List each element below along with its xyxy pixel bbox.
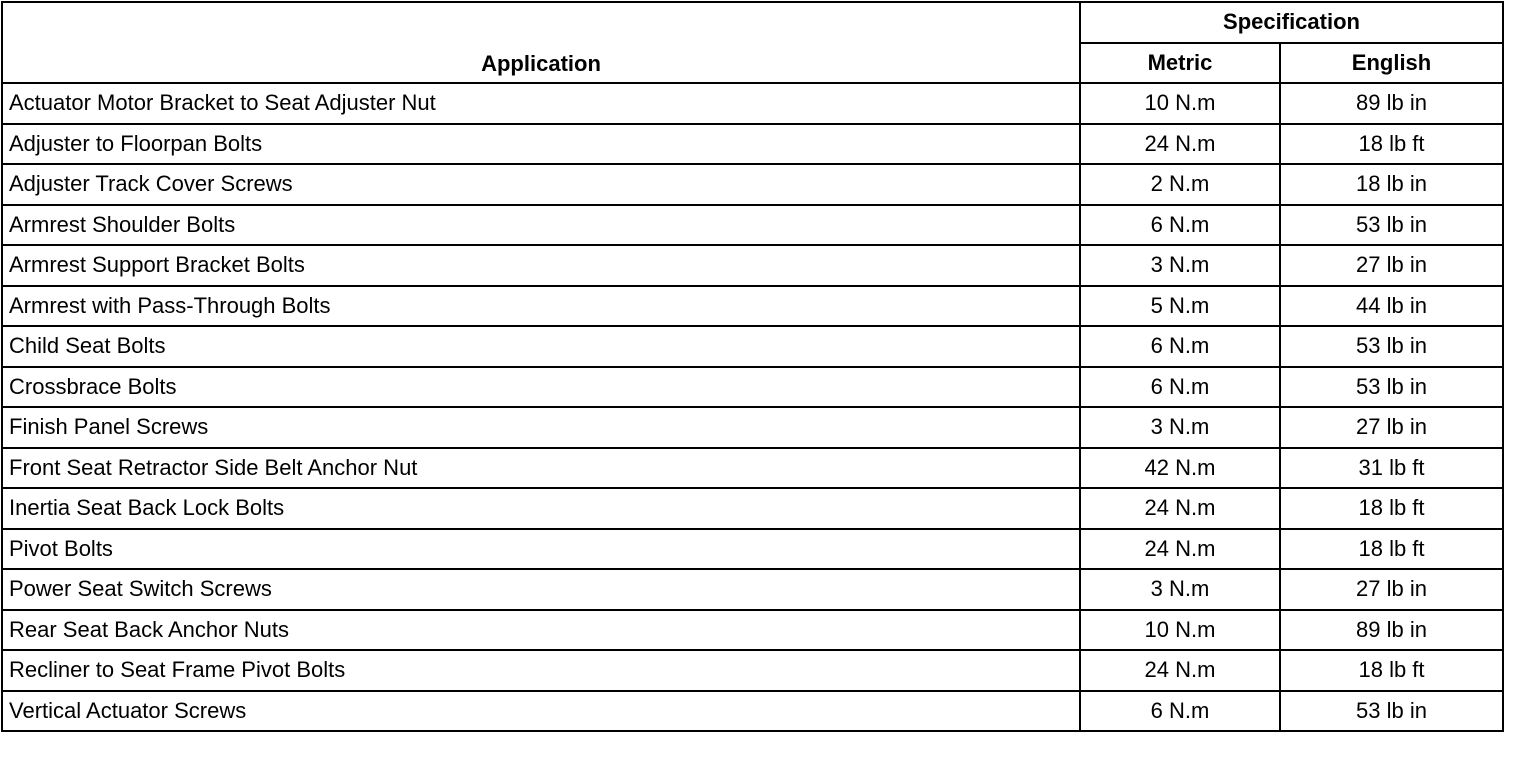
metric-value-cell: 3 N.m	[1080, 407, 1280, 448]
application-column-header: Application	[2, 2, 1080, 83]
english-value-cell: 44 lb in	[1280, 286, 1503, 327]
english-value-cell: 89 lb in	[1280, 83, 1503, 124]
table-row	[2, 610, 1503, 651]
table-row	[2, 124, 1503, 165]
application-cell: Front Seat Retractor Side Belt Anchor Nut	[2, 448, 1080, 489]
table-row	[2, 245, 1503, 286]
application-cell: Power Seat Switch Screws	[2, 569, 1080, 610]
metric-value-cell: 10 N.m	[1080, 83, 1280, 124]
english-value-cell: 18 lb ft	[1280, 529, 1503, 570]
table-header	[2, 2, 1503, 83]
metric-column-header: Metric	[1080, 43, 1280, 84]
application-cell: Finish Panel Screws	[2, 407, 1080, 448]
table-row	[2, 367, 1503, 408]
table-row	[2, 164, 1503, 205]
english-value-cell: 53 lb in	[1280, 326, 1503, 367]
english-value-cell: 27 lb in	[1280, 407, 1503, 448]
application-cell: Child Seat Bolts	[2, 326, 1080, 367]
application-cell: Pivot Bolts	[2, 529, 1080, 570]
application-cell: Adjuster Track Cover Screws	[2, 164, 1080, 205]
application-cell: Armrest Support Bracket Bolts	[2, 245, 1080, 286]
table-row	[2, 83, 1503, 124]
table-row	[2, 407, 1503, 448]
table-row	[2, 205, 1503, 246]
metric-value-cell: 6 N.m	[1080, 326, 1280, 367]
specification-column-header: Specification	[1080, 2, 1503, 43]
english-value-cell: 27 lb in	[1280, 569, 1503, 610]
application-cell: Armrest Shoulder Bolts	[2, 205, 1080, 246]
header-row-top	[2, 2, 1503, 43]
application-cell: Armrest with Pass-Through Bolts	[2, 286, 1080, 327]
table-row	[2, 650, 1503, 691]
english-value-cell: 89 lb in	[1280, 610, 1503, 651]
english-value-cell: 18 lb ft	[1280, 650, 1503, 691]
english-column-header: English	[1280, 43, 1503, 84]
english-value-cell: 53 lb in	[1280, 691, 1503, 732]
metric-value-cell: 6 N.m	[1080, 691, 1280, 732]
application-cell: Inertia Seat Back Lock Bolts	[2, 488, 1080, 529]
application-cell: Adjuster to Floorpan Bolts	[2, 124, 1080, 165]
table-row	[2, 569, 1503, 610]
table-row	[2, 691, 1503, 732]
metric-value-cell: 6 N.m	[1080, 205, 1280, 246]
english-value-cell: 27 lb in	[1280, 245, 1503, 286]
metric-value-cell: 24 N.m	[1080, 529, 1280, 570]
metric-value-cell: 2 N.m	[1080, 164, 1280, 205]
english-value-cell: 18 lb in	[1280, 164, 1503, 205]
table-row	[2, 286, 1503, 327]
application-cell: Vertical Actuator Screws	[2, 691, 1080, 732]
table-row	[2, 326, 1503, 367]
application-cell: Recliner to Seat Frame Pivot Bolts	[2, 650, 1080, 691]
metric-value-cell: 10 N.m	[1080, 610, 1280, 651]
metric-value-cell: 5 N.m	[1080, 286, 1280, 327]
metric-value-cell: 6 N.m	[1080, 367, 1280, 408]
table-row	[2, 448, 1503, 489]
fastener-specification-table	[1, 1, 1504, 732]
metric-value-cell: 3 N.m	[1080, 569, 1280, 610]
table-row	[2, 529, 1503, 570]
english-value-cell: 18 lb ft	[1280, 124, 1503, 165]
metric-value-cell: 42 N.m	[1080, 448, 1280, 489]
application-cell: Rear Seat Back Anchor Nuts	[2, 610, 1080, 651]
metric-value-cell: 24 N.m	[1080, 124, 1280, 165]
english-value-cell: 53 lb in	[1280, 205, 1503, 246]
application-cell: Crossbrace Bolts	[2, 367, 1080, 408]
metric-value-cell: 24 N.m	[1080, 488, 1280, 529]
application-cell: Actuator Motor Bracket to Seat Adjuster Nut	[2, 83, 1080, 124]
table-body	[2, 83, 1503, 731]
metric-value-cell: 24 N.m	[1080, 650, 1280, 691]
english-value-cell: 18 lb ft	[1280, 488, 1503, 529]
english-value-cell: 31 lb ft	[1280, 448, 1503, 489]
table-row	[2, 488, 1503, 529]
english-value-cell: 53 lb in	[1280, 367, 1503, 408]
metric-value-cell: 3 N.m	[1080, 245, 1280, 286]
